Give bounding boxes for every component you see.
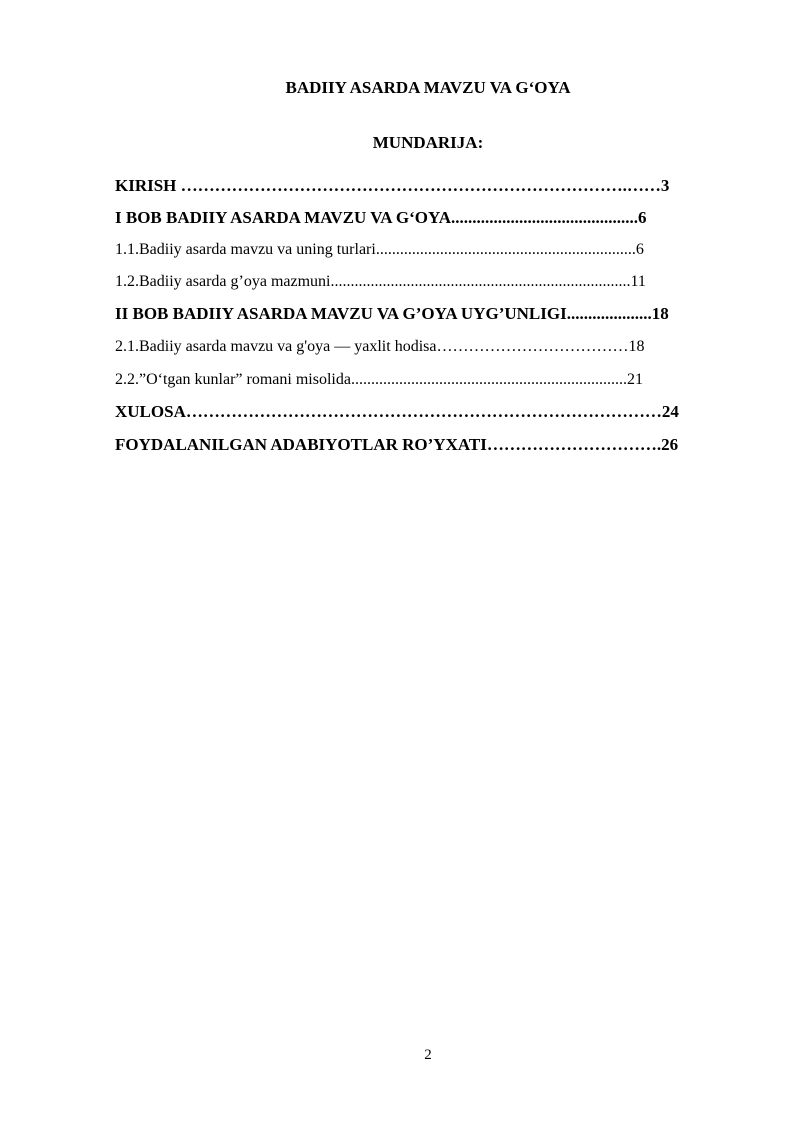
toc-entry-1-1: 1.1.Badiiy asarda mavzu va uning turlari.................................................................6 (115, 241, 644, 258)
toc-entry-kirish: KIRISH …………………………………………………………………….……3 (115, 176, 670, 195)
toc-entry-2-1: 2.1.Badiiy asarda mavzu va g'oya — yaxlit hodisa………………………………18 (115, 338, 645, 355)
contents-heading: MUNDARIJA: (372, 133, 484, 152)
toc-entry-2-2: 2.2.”O‘tgan kunlar” romani misolida.....................................................................21 (115, 371, 643, 388)
toc-entry-references: FOYDALANILGAN ADABIYOTLAR RO’YXATI………………………….26 (115, 435, 679, 454)
toc-entry-xulosa: XULOSA…………………………………………………………………………24 (115, 402, 679, 421)
toc-entry-chapter-1: I BOB BADIIY ASARDA MAVZU VA G‘OYA............................................6 (115, 208, 647, 227)
document-title: BADIIY ASARDA MAVZU VA G‘OYA (285, 78, 571, 97)
toc-entry-chapter-2: II BOB BADIIY ASARDA MAVZU VA G’OYA UYG’UNLIGI....................18 (115, 304, 669, 323)
page-number: 2 (424, 1047, 432, 1063)
toc-entry-1-2: 1.2.Badiiy asarda g’oya mazmuni...........................................................................11 (115, 273, 646, 290)
